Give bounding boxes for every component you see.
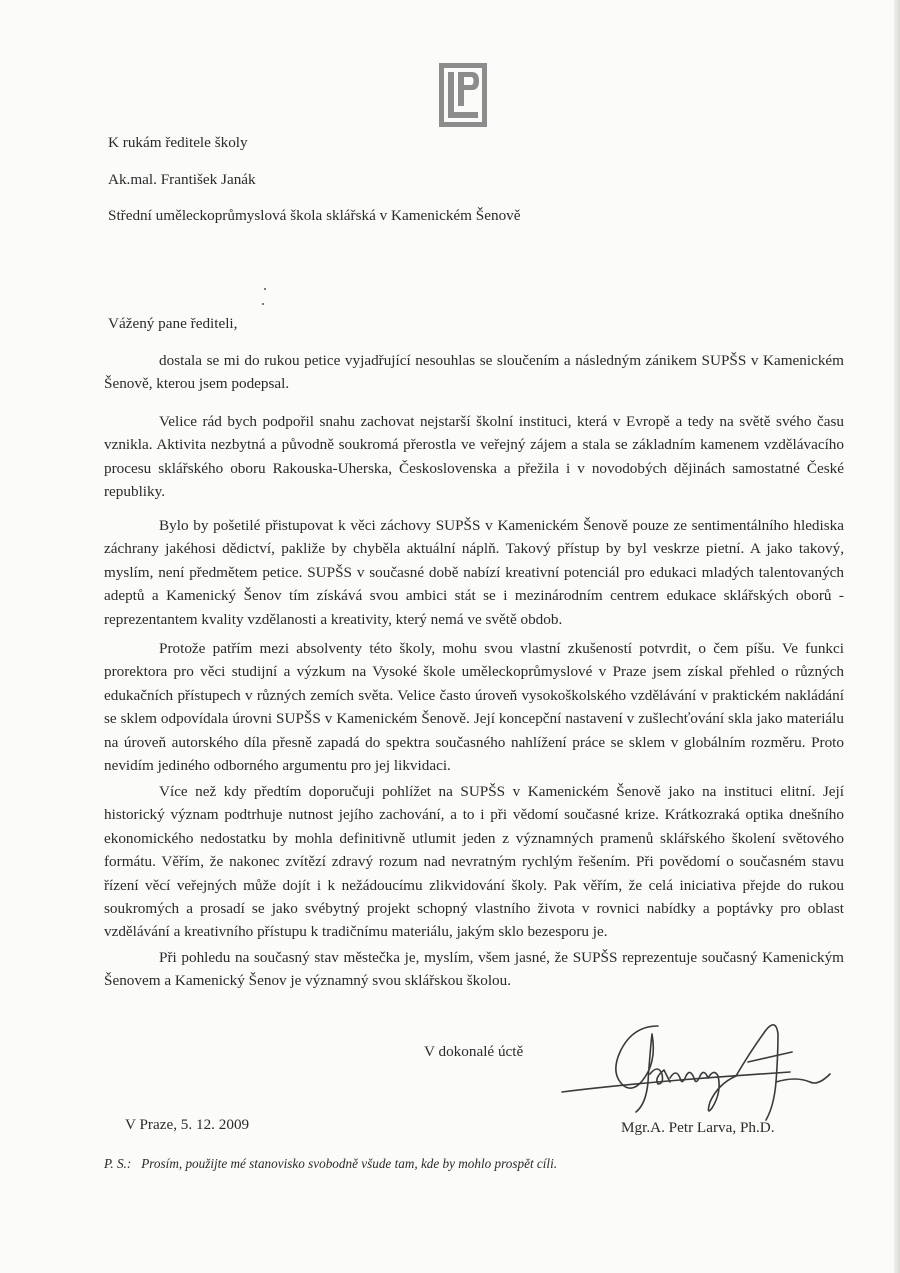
recipient-school: Střední uměleckoprůmyslová škola sklářská v Kamenickém Šenově xyxy=(108,207,521,224)
postscript-label: P. S.: xyxy=(104,1156,132,1171)
lp-monogram-logo-icon xyxy=(438,62,488,128)
salutation: Vážený pane řediteli, xyxy=(108,315,238,332)
paragraph-5: Více než kdy předtím doporučuji pohlížet na SUPŠS v Kamenickém Šenově jako na instituci elitní. Její historický význam podtrhuje nutnost jejího zachování, a to i při vědomí současné krize. Krátkozraká optika dnešního ekonomického nedostatku by mohla definitivně utlumit jeden z významných pramenů sklářského školení světového formátu. Věřím, že nakonec zvítězí zdravý rozum nad nevratným rychlým řešením. Při povědomí o současném stavu řízení věcí veřejných může dojít i k nežádoucímu zlikvidování školy. Pak věřím, že celá iniciativa přejde do rukou soukromých a prosadí se jako svébytný projekt schopný vlastního života v rovnici nabídky a poptávky pro oblast vzdělávání a kreativního přístupu k tradičnímu materiálu, jakým sklo bezesporu je. xyxy=(104,783,844,941)
postscript xyxy=(104,1156,557,1172)
paper-speck xyxy=(264,288,266,290)
place-and-date: V Praze, 5. 12. 2009 xyxy=(125,1116,250,1133)
recipient-title: K rukám ředitele školy xyxy=(108,134,248,151)
paragraph-3: Bylo by pošetilé přistupovat k věci záchovy SUPŠS v Kamenickém Šenově pouze ze sentimentálního hlediska záchrany jakéhosi dědictví, pakliže by chyběla aktuální náplň. Takový přístup by byl veskrze pietní. A jako takový, myslím, není předmětem petice. SUPŠS v současné době nabízí kreativní potenciál pro edukaci mladých talentovaných adeptů a Kamenický Šenov tím získává svou ambici stát se i mezinárodním centrem edukace sklářských oborů - reprezentantem kvality vzdělanosti a kreativity, který nemá ve světě obdob. xyxy=(104,517,844,628)
paragraph-2: Velice rád bych podpořil snahu zachovat nejstarší školní instituci, která v Evropě a tedy na světě svého času vznikla. Aktivita nezbytná a původně soukromá přerostla ve veřejný zájem a stala se základním kamenem vzdělávacího procesu sklářského oboru Rakouska-Uherska, Československa a přežila i v novodobých dějinách samostatné České republiky. xyxy=(104,413,844,501)
paragraph-4: Protože patřím mezi absolventy této školy, mohu svou vlastní zkušeností potvrdit, o čem píšu. Ve funkci prorektora pro věci studijní a výzkum na Vysoké škole uměleckoprůmyslové v Praze jsem získal přehled o různých edukačních přístupech v různých zemích světa. Velice často úroveň vysokoškolského vzdělávání v praktickém nakládání se sklem odpovídala úrovni SUPŠS v Kamenickém Šenově. Její koncepční nastavení v zušlechťování skla jako materiálu na úroveň autorského díla přesně zapadá do spektra současného nahlížení práce se sklem v globálním rozměru. Proto nevidím jediného odborného argumentu pro jej likvidaci. xyxy=(104,640,844,775)
handwritten-signature-icon xyxy=(540,1012,840,1130)
page-edge-shadow xyxy=(894,0,900,1273)
recipient-name: Ak.mal. František Janák xyxy=(108,171,256,188)
paragraph-1: dostala se mi do rukou petice vyjadřující nesouhlas se sloučením a následným zánikem SUPŠS v Kamenickém Šenově, kterou jsem podepsal. xyxy=(104,352,844,393)
paragraph-6: Při pohledu na současný stav městečka je, myslím, všem jasné, že SUPŠS reprezentuje současný Kamenickým Šenovem a Kamenický Šenov je významný svou sklářskou školou. xyxy=(104,949,844,990)
paper-speck xyxy=(262,303,264,305)
signer-name: Mgr.A. Petr Larva, Ph.D. xyxy=(621,1119,775,1136)
closing-phrase: V dokonalé úctě xyxy=(424,1043,524,1060)
postscript-text: Prosím, použijte mé stanovisko svobodně všude tam, kde by mohlo prospět cíli. xyxy=(141,1156,558,1171)
